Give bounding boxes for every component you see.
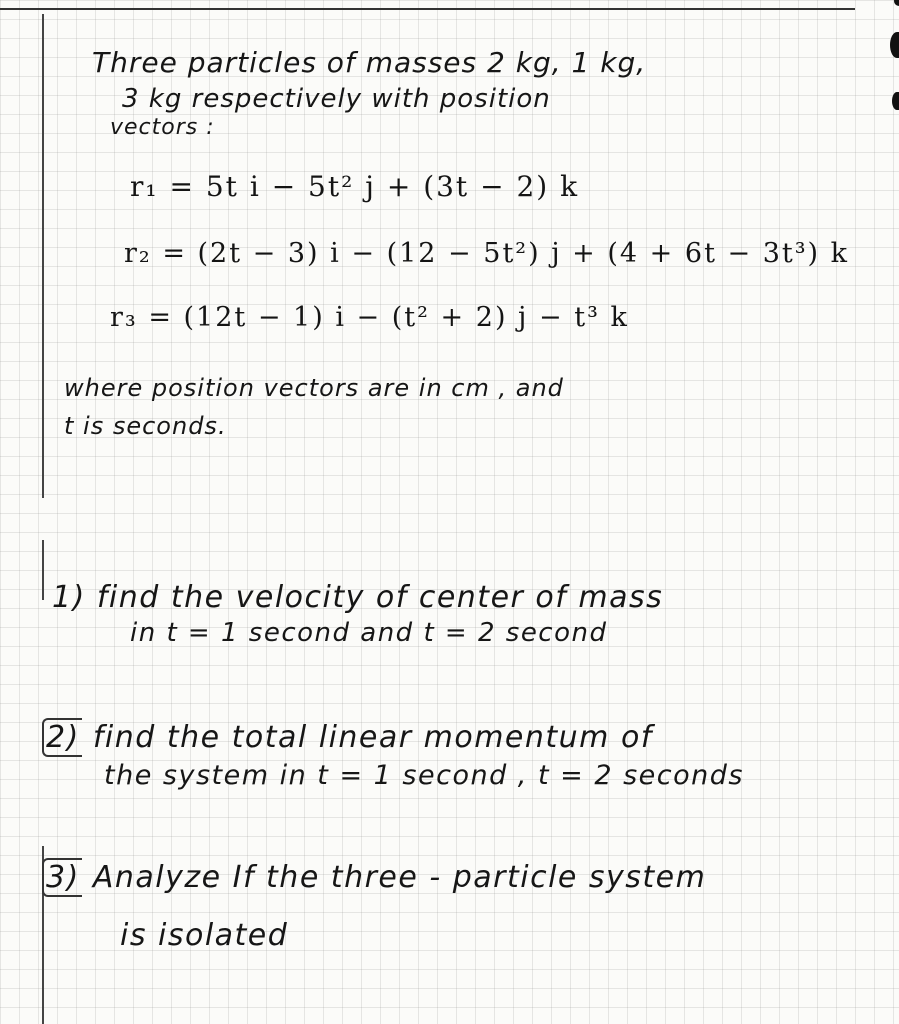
- question-3-text: Analyze If the three - particle system: [92, 860, 707, 895]
- question-1-margin: [42, 540, 44, 600]
- intro-line-2: 3 kg respectively with position: [122, 84, 551, 114]
- question-1-text: find the velocity of center of mass: [96, 580, 664, 615]
- question-2-line-2: the system in t = 1 second , t = 2 seconds: [104, 760, 744, 791]
- question-2-number: 2): [42, 718, 82, 757]
- intro-line-1: Three particles of masses 2 kg, 1 kg,: [92, 46, 647, 79]
- question-3-number: 3): [42, 858, 82, 897]
- question-3-line-1: [42, 858, 706, 897]
- question-3-line-2: is isolated: [120, 918, 289, 953]
- position-vector-r2: r₂ = (2t − 3) i − (12 − 5t²) j + (4 + 6t − 3t³) k: [124, 238, 850, 269]
- position-vector-r1: r₁ = 5t i − 5t² j + (3t − 2) k: [130, 170, 580, 203]
- ring-mark: [892, 92, 899, 110]
- units-note-line-2: t is seconds.: [64, 412, 227, 440]
- position-vector-r3: r₃ = (12t − 1) i − (t² + 2) j − t³ k: [110, 302, 629, 333]
- question-1-number: 1): [52, 580, 86, 615]
- question-2-line-1: [42, 718, 653, 757]
- question-1-line-1: [52, 580, 663, 615]
- question-2-text: find the total linear momentum of: [92, 720, 653, 755]
- intro-line-3: vectors :: [110, 115, 215, 140]
- ring-mark: [890, 32, 899, 58]
- top-rule: [0, 8, 855, 10]
- units-note-line-1: where position vectors are in cm , and: [64, 374, 564, 402]
- ring-mark: [894, 0, 899, 6]
- notebook-ring-edge: [878, 0, 899, 120]
- question-1-line-2: in t = 1 second and t = 2 second: [130, 618, 608, 648]
